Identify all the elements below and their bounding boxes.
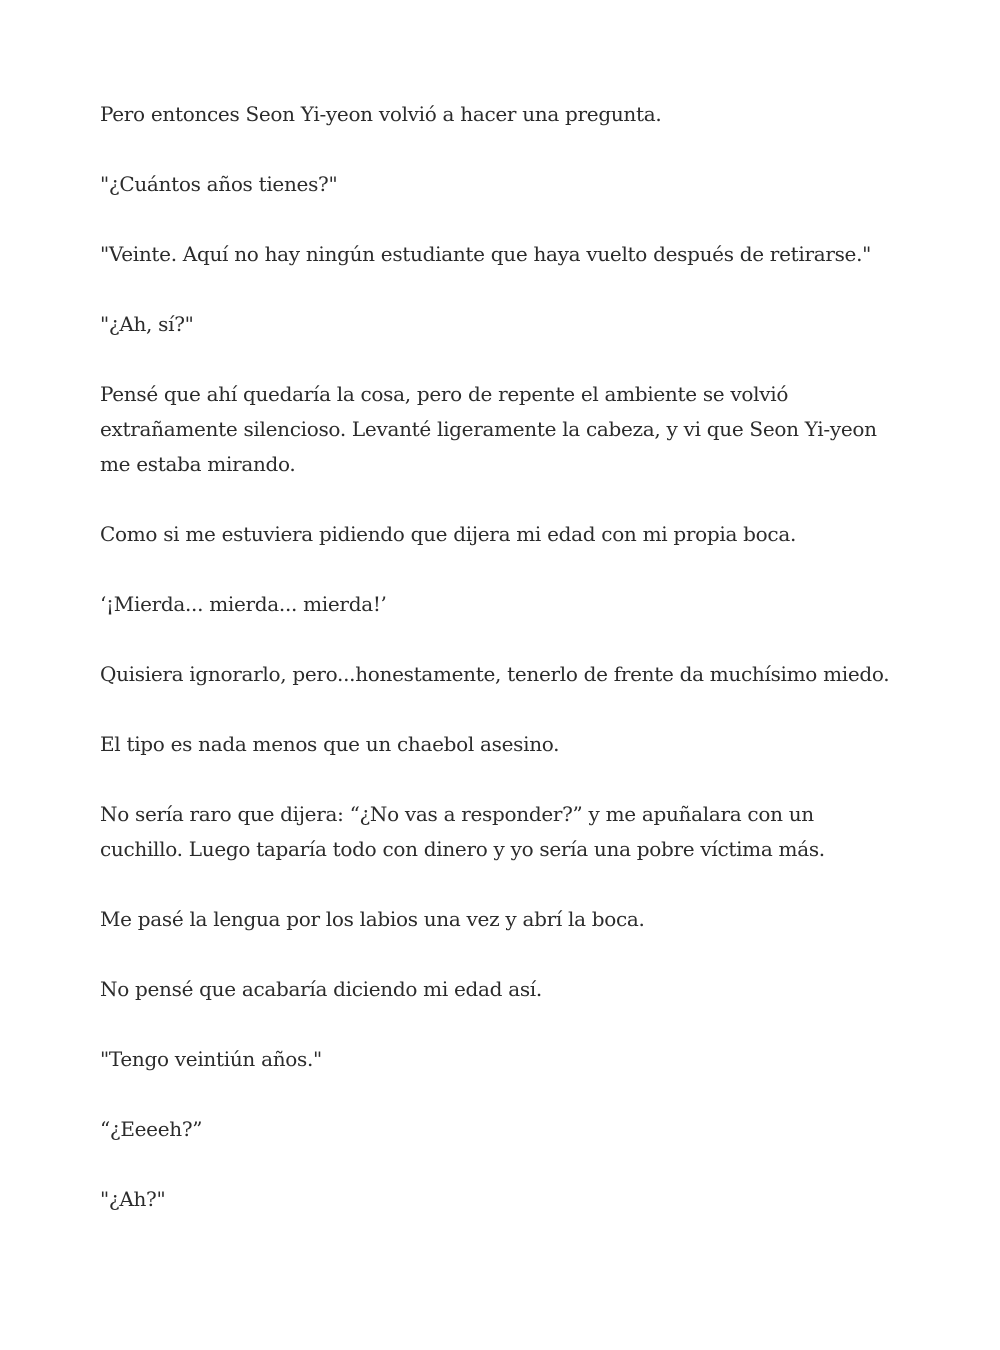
paragraph-2: "¿Cuántos años tienes?" [100,172,338,196]
paragraph-13: "Tengo veintiún años." [100,1047,322,1071]
paragraph-5: Pensé que ahí quedaría la cosa, pero de repente el ambiente se volvió extrañamente silencioso. Levanté ligeramente la cabeza, y vi que Seon Yi-yeon me estaba mirando. [100,382,877,476]
paragraph-7: ‘¡Mierda... mierda... mierda!’ [100,592,387,616]
paragraph-8: Quisiera ignorarlo, pero...honestamente, tenerlo de frente da muchísimo miedo. [100,662,890,686]
paragraph-15: "¿Ah?" [100,1187,166,1211]
paragraph-9: El tipo es nada menos que un chaebol asesino. [100,732,560,756]
paragraph-14: “¿Eeeeh?” [100,1117,203,1141]
paragraph-6: Como si me estuviera pidiendo que dijera mi edad con mi propia boca. [100,522,796,546]
paragraph-10: No sería raro que dijera: “¿No vas a responder?” y me apuñalara con un cuchillo. Luego taparía todo con dinero y yo sería una pobre víctima más. [100,802,825,861]
paragraph-12: No pensé que acabaría diciendo mi edad así. [100,977,542,1001]
paragraph-1: Pero entonces Seon Yi-yeon volvió a hacer una pregunta. [100,102,662,126]
document-page [100,97,900,1252]
paragraph-3: "Veinte. Aquí no hay ningún estudiante que haya vuelto después de retirarse." [100,242,872,266]
paragraph-4: "¿Ah, sí?" [100,312,194,336]
paragraph-11: Me pasé la lengua por los labios una vez y abrí la boca. [100,907,645,931]
